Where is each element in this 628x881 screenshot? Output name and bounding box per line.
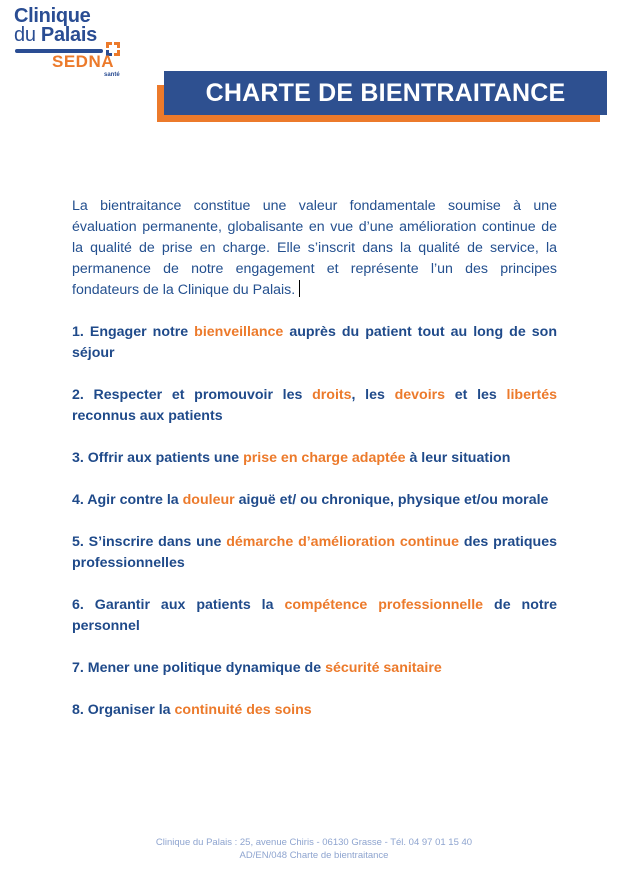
item-text: reconnus aux patients [72,408,223,424]
charter-item-8 [72,700,557,721]
item-text: , les [351,387,395,403]
charter-item-1 [72,322,557,364]
item-text: 4. Agir contre la [72,492,183,508]
charter-item-4 [72,490,557,511]
item-text: 5. S’inscrire dans une [72,534,227,550]
highlight-term: douleur [182,492,235,508]
highlight-term: compétence professionnelle [284,597,484,613]
item-text: des pratiques professionnelles [72,534,557,571]
title-banner [164,71,607,115]
highlight-term: bienveillance [194,324,284,340]
item-text: 3. Offrir aux patients une [72,450,244,466]
highlight-term: devoirs [394,387,446,403]
highlight-term: démarche d’amélioration continue [226,534,459,550]
item-text: 7. Mener une politique dynamique de [72,660,326,676]
item-text: 6. Garantir aux patients la [72,597,285,613]
highlight-term: sécurité sanitaire [325,660,442,676]
footer-reference: AD/EN/048 Charte de bientraitance [239,850,389,861]
highlight-term: prise en charge adaptée [243,450,406,466]
item-text: aiguë et/ ou chronique, physique et/ou morale [234,492,549,508]
logo-brand-sedna: SEDNA [52,52,115,71]
highlight-term: droits [312,387,352,403]
footer-address: Clinique du Palais : 25, avenue Chiris - 06130 Grasse - Tél. 04 97 01 15 40 [155,837,473,848]
logo-line-du-palais [14,25,97,45]
highlight-term: libertés [506,387,557,403]
logo-brand-sante: santé [104,72,120,78]
highlight-term: continuité des soins [174,702,312,718]
item-text: de notre personnel [72,597,558,634]
item-text: à leur situation [405,450,511,466]
text-cursor [299,280,300,297]
charter-item-7 [72,658,557,679]
item-text: 2. Respecter et promouvoir les [72,387,313,403]
logo-line-palais: Palais [40,24,97,46]
item-text: et les [445,387,507,403]
charter-item-6 [72,595,557,637]
page-footer [0,836,628,862]
clinic-logo [14,6,126,76]
logo-line-clinique: Clinique [14,5,91,27]
charter-item-5 [72,532,557,574]
item-text: 8. Organiser la [72,702,175,718]
item-text: auprès du patient tout au long de son séjour [72,324,557,361]
charter-content [72,196,557,742]
logo-line-du: du [14,24,41,46]
item-text: 1. Engager notre [72,324,195,340]
charter-item-3 [72,448,557,469]
intro-text: La bientraitance constitue une valeur fondamentale soumise à une évaluation permanente, globalisante en vue d’une amélioration continue de la qualité de prise en charge. Elle s’inscrit dans la qualité de service, la permanence de notre engagement et représente l’un des principes fondateurs de la Clinique du Palais. [72,198,557,298]
charter-list [72,322,557,721]
intro-paragraph [72,196,557,301]
charter-item-2 [72,385,557,427]
page-title: CHARTE DE BIENTRAITANCE [205,78,566,107]
